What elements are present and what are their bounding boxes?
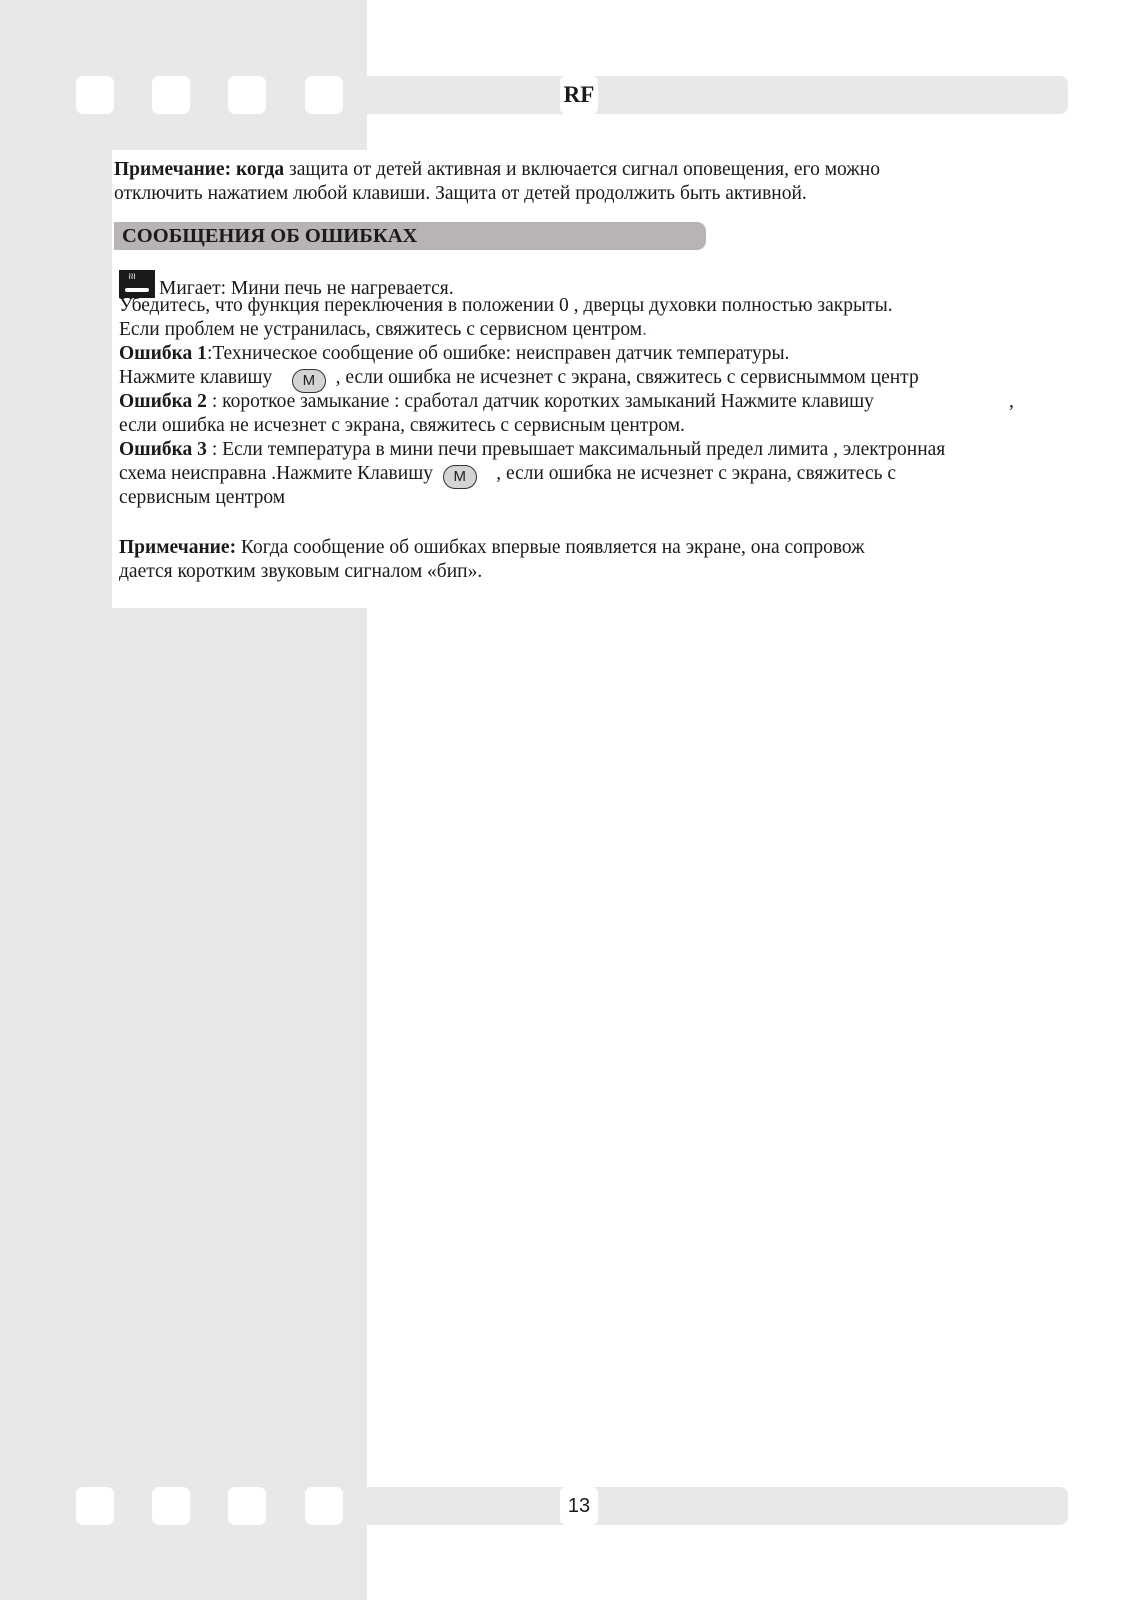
error-3-after: , если ошибка не исчезнет с экрана, свяжитесь с	[496, 463, 897, 484]
error-1-after: , если ошибка не исчезнет с экрана, свяжитесь с сервисныммом центр	[335, 367, 919, 388]
note-text-line2: дается коротким звуковым сигналом «бип».	[119, 561, 483, 582]
error-1-text: :Техническое сообщение об ошибке: неисправен датчик температуры.	[206, 343, 790, 364]
footer-bar	[360, 1487, 1068, 1525]
service-text: Если проблем не устранилась, свяжитесь с сервисном центром	[119, 319, 643, 340]
m-key-icon: M	[443, 465, 477, 489]
note-label: Примечание: когда	[114, 159, 285, 180]
note-label: Примечание:	[119, 537, 237, 558]
header-bar	[360, 76, 1068, 114]
footer-square	[76, 1487, 114, 1525]
check-text: Убедитесь, что функция переключения в положении 0 , дверцы духовки полностью закрыты.	[119, 295, 893, 316]
error-1-label: Ошибка 1	[119, 343, 207, 364]
error-2-text: : короткое замыкание : сработал датчик коротких замыканий Нажмите клавишу	[206, 391, 874, 412]
header-square	[152, 76, 190, 114]
footer-square	[228, 1487, 266, 1525]
note-text: защита от детей активная и включается сигнал оповещения, его можно	[284, 159, 880, 180]
error-3-text: : Если температура в мини печи превышает максимальный предел лимита , электронная	[206, 439, 946, 460]
error-3-line2: схема неисправна .Нажмите Клавишу	[119, 463, 433, 484]
beep-note	[119, 536, 865, 584]
section-title: СООБЩЕНИЯ ОБ ОШИБКАХ	[114, 222, 706, 250]
error-1-press: Нажмите клавишу	[119, 367, 273, 388]
header-square	[305, 76, 343, 114]
language-code: RF	[560, 76, 598, 114]
header-square	[76, 76, 114, 114]
error-2-line2: если ошибка не исчезнет с экрана, свяжитесь с сервисным центром.	[119, 415, 685, 436]
m-key-icon: M	[292, 369, 326, 393]
flash-text: Мигает: Мини печь не нагревается.	[159, 278, 454, 299]
error-3-line3: сервисным центром	[119, 487, 286, 508]
note-text: Когда сообщение об ошибках впервые появляется на экране, она сопровож	[236, 537, 865, 558]
content-area	[112, 150, 1037, 608]
header-square	[228, 76, 266, 114]
service-text-dot: .	[642, 319, 648, 340]
error-2-label: Ошибка 2	[119, 391, 207, 412]
footer-square	[152, 1487, 190, 1525]
child-lock-note	[114, 158, 880, 206]
error-messages	[119, 270, 1014, 510]
note-text-line2: отключить нажатием любой клавиши. Защита от детей продолжить быть активной.	[114, 183, 807, 204]
page-number: 13	[560, 1487, 598, 1525]
error-2-comma: ,	[1009, 391, 1014, 412]
footer-square	[305, 1487, 343, 1525]
error-3-label: Ошибка 3	[119, 439, 207, 460]
